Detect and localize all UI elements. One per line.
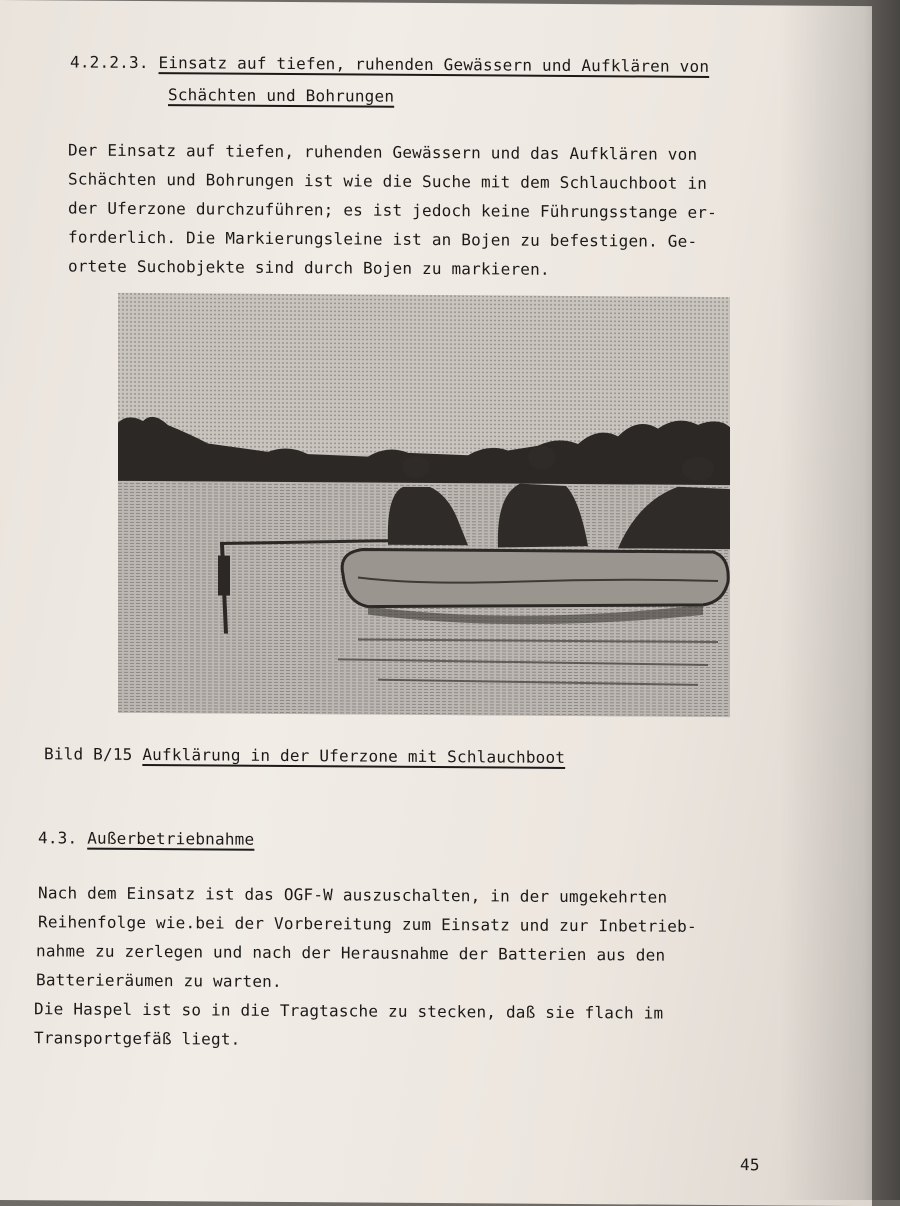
paragraph-line: Der Einsatz auf tiefen, ruhenden Gewässern und das Aufklären von	[68, 140, 698, 164]
figure-caption-text: Aufklärung in der Uferzone mit Schlauchboot	[142, 744, 566, 767]
paragraph-line: Die Haspel ist so in die Tragtasche zu stecken, daß sie flach im	[34, 999, 664, 1023]
section-title: Außerbetriebnahme	[87, 828, 255, 849]
boat-photo-graphic	[118, 293, 730, 717]
paragraph-line: forderlich. Die Markierungsleine ist an Bojen zu befestigen. Ge-	[68, 227, 698, 251]
paragraph-line: der Uferzone durchzuführen; es ist jedoch keine Führungsstange er-	[68, 198, 717, 223]
paragraph-line: Batterieräumen zu warten.	[36, 970, 282, 991]
boat-photo	[118, 293, 730, 717]
section-heading-4223-cont	[168, 85, 394, 106]
page-edge-shadow	[780, 0, 900, 1200]
paragraph-line: Nach dem Einsatz ist das OGF-W auszuschalten, in der umgekehrten	[38, 883, 668, 907]
page-number: 45	[740, 1155, 760, 1175]
section-number: 4.2.2.3.	[70, 52, 149, 73]
paragraph-line: Schächten und Bohrungen ist wie die Suche mit dem Schlauchboot in	[68, 169, 708, 193]
figure-label: Bild B/15	[44, 744, 133, 764]
paragraph-line: Reihenfolge wie.bei der Vorbereitung zum Einsatz und zur Inbetrieb-	[38, 912, 697, 936]
paragraph-line: nahme zu zerlegen und nach der Herausnahme der Batterien aus den	[36, 941, 666, 965]
section-title-line2: Schächten und Bohrungen	[168, 85, 395, 106]
section-number: 4.3.	[38, 828, 78, 848]
section-heading-43	[38, 828, 254, 849]
paragraph-line: Transportgefäß liegt.	[34, 1028, 241, 1049]
section-heading-4223	[70, 52, 709, 75]
figure-caption	[44, 744, 565, 767]
paragraph-line: ortete Suchobjekte sind durch Bojen zu markieren.	[68, 256, 550, 279]
section-title-line1: Einsatz auf tiefen, ruhenden Gewässern und Aufklären von	[158, 53, 710, 76]
